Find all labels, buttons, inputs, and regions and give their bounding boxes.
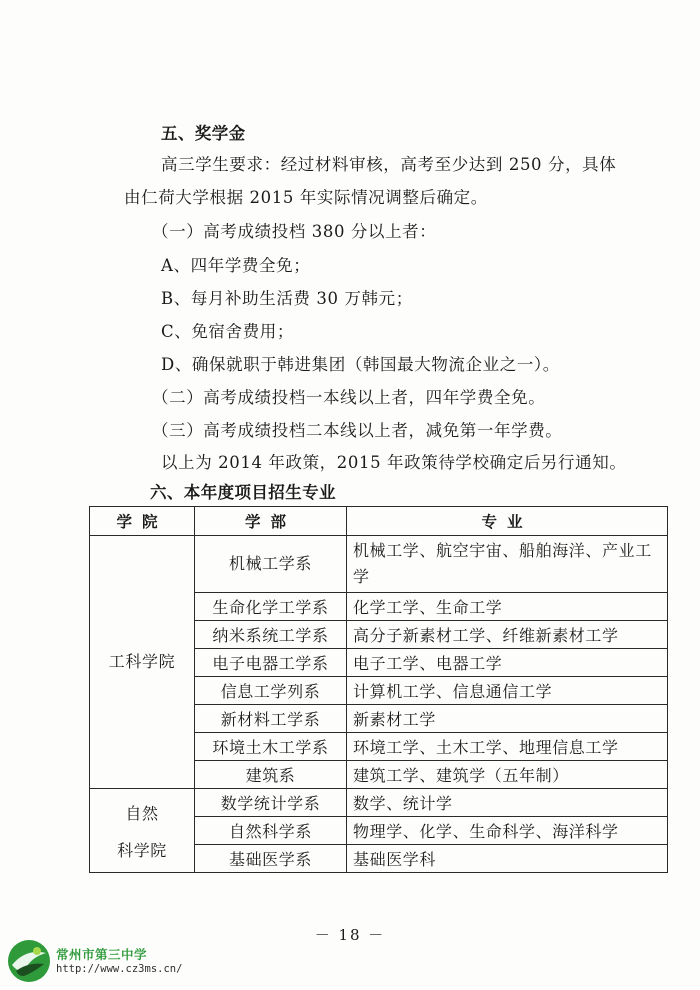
majors-table xyxy=(89,506,668,873)
header-department: 学部 xyxy=(195,507,347,536)
page-number: － 18 － xyxy=(314,926,386,944)
major-cell: 环境工学、土木工学、地理信息工学 xyxy=(347,733,668,761)
section5-tier1: （一）高考成绩投档 380 分以上者： xyxy=(152,222,437,241)
watermark-url[interactable]: http://www.cz3ms.cn/ xyxy=(56,963,183,975)
section5-requirement-line2: 由仁荷大学根据 2015 年实际情况调整后确定。 xyxy=(124,188,488,207)
major-cell: 计算机工学、信息通信工学 xyxy=(347,677,668,705)
department-cell: 基础医学系 xyxy=(195,845,347,873)
department-cell: 纳米系统工学系 xyxy=(195,621,347,649)
major-cell: 电子工学、电器工学 xyxy=(347,649,668,677)
department-cell: 机械工学系 xyxy=(195,536,347,593)
major-cell: 化学工学、生命工学 xyxy=(347,593,668,621)
school-logo-icon xyxy=(6,938,52,984)
watermark-title: 常州市第三中学 xyxy=(56,947,148,962)
section5-item-a: A、四年学费全免； xyxy=(161,256,311,275)
header-major: 专业 xyxy=(347,507,668,536)
section5-item-c: C、免宿舍费用； xyxy=(161,322,294,341)
college-natural-science-line1: 自然 xyxy=(125,803,159,823)
department-cell: 自然科学系 xyxy=(195,817,347,845)
header-college: 学院 xyxy=(90,507,195,536)
department-cell: 环境土木工学系 xyxy=(195,733,347,761)
major-cell: 高分子新素材工学、纤维新素材工学 xyxy=(347,621,668,649)
major-cell: 新素材工学 xyxy=(347,705,668,733)
major-cell: 数学、统计学 xyxy=(347,789,668,817)
table-header-row xyxy=(90,507,668,536)
table-row xyxy=(90,789,668,817)
major-cell: 基础医学科 xyxy=(347,845,668,873)
department-cell: 信息工学列系 xyxy=(195,677,347,705)
school-watermark[interactable] xyxy=(6,938,206,984)
section5-policy-note: 以上为 2014 年政策，2015 年政策待学校确定后另行通知。 xyxy=(161,453,627,472)
section5-item-b: B、每月补助生活费 30 万韩元； xyxy=(161,289,413,308)
major-cell: 物理学、化学、生命科学、海洋科学 xyxy=(347,817,668,845)
section5-requirement-line1: 高三学生要求：经过材料审核，高考至少达到 250 分，具体 xyxy=(161,155,617,174)
department-cell: 数学统计学系 xyxy=(195,789,347,817)
major-cell: 机械工学、航空宇宙、船舶海洋、产业工学 xyxy=(347,536,668,593)
college-natural-science-line2: 科学院 xyxy=(117,840,167,860)
college-engineering: 工科学院 xyxy=(90,536,195,789)
department-cell: 新材料工学系 xyxy=(195,705,347,733)
major-cell: 建筑工学、建筑学（五年制） xyxy=(347,761,668,789)
section5-heading: 五、奖学金 xyxy=(161,124,246,143)
section5-tier2: （二）高考成绩投档一本线以上者，四年学费全免。 xyxy=(152,388,546,407)
college-natural-science xyxy=(90,789,195,873)
section6-heading: 六、本年度项目招生专业 xyxy=(150,483,336,502)
section5-item-d: D、确保就职于韩进集团（韩国最大物流企业之一）。 xyxy=(161,355,560,374)
section5-tier3: （三）高考成绩投档二本线以上者，减免第一年学费。 xyxy=(152,421,563,440)
department-cell: 电子电器工学系 xyxy=(195,649,347,677)
department-cell: 生命化学工学系 xyxy=(195,593,347,621)
table-row xyxy=(90,536,668,593)
department-cell: 建筑系 xyxy=(195,761,347,789)
